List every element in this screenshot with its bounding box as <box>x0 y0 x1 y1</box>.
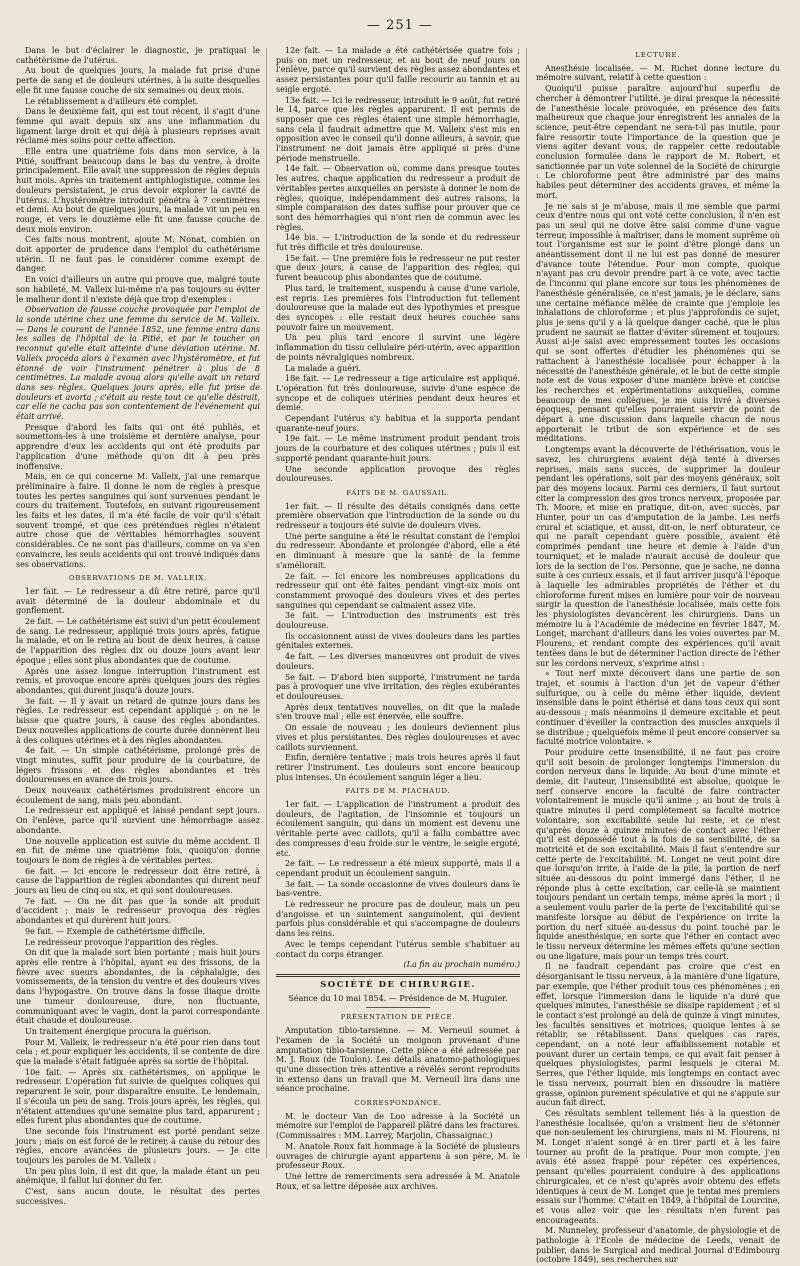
paragraph: M. Nunneley, professeur d'anatomie, de physiologie et de pathologie à l'École de médecine de Leeds, venait de publier, dans le Surgical and medical Journal d'Edimbourg (octobre 1849), ses recherches sur <box>536 1226 780 1265</box>
column-2 <box>276 46 520 1192</box>
paragraph: Une nouvelle application est suivie du même accident. Il en fut de même une quatrième fois, quoiqu'on donne toujours le nom de règles à de véritables pertes. <box>16 836 260 865</box>
paragraph: En voici d'ailleurs un autre qui prouve que, malgré toute son habileté, M. Valleix lui-même n'a pas toujours su éviter le malheur dont il n'existe déjà que trop d'exemples : <box>16 275 260 304</box>
paragraph: Le redresseur provoque l'apparition des règles. <box>25 937 219 947</box>
paragraph: Avec le temps cependant l'utérus semble s'habituer au contact du corps étranger. <box>276 939 520 959</box>
paragraph: Quoiqu'il puisse paraître aujourd'hui superflu de chercher à démontrer l'utilité, je dirai presque la nécessité de l'anesthésie locale provoquée, en présence des faits malheureux que chaque jour enregistrent les annales de la science, peut-être cependant ne sera-t-il pas inutile, pour faire ressortir toute l'importance de la question que je viens agiter devant vous, de rappeler cette redoutable conclusion formulée dans le rapport de M. Robert, et sanctionnée par un vote solennel de la Société de chirurgie : Le chloroforme peut être administré par des mains habiles peut déterminer des accidents graves, et même la mort. <box>536 84 780 200</box>
paragraph: 9e fait. — Exemple de cathétérisme difficile. <box>25 926 205 936</box>
paragraph: Le redresseur est appliqué et laissé pendant sept jours. On l'enlève, parce qu'il survient une hémorrhagie assez abondante. <box>16 806 260 835</box>
paragraph: Plus tard, le traitement, suspendu à cause d'une variole, est repris. Les premières fois l'introduction fut tellement douloureuse que la malade eut des lypothymies et presque des syncopes : elle restait deux heures couchée sans pouvoir faire un mouvement. <box>276 283 520 332</box>
paragraph: Ces résultats semblent tellement liés à la question de l'anesthésie localisée, qu'on a vraiment lieu de s'étonner que non-seulement les chirurgiens, mais ni M. Flourens, ni M. Longet n'aient songé à en tirer parti et à les faire tourner au profit de la pratique. Pour mon compte, j'en avais été assez frappé pour répéter ces expériences, pensant qu'elles pourraient conduire à des applications chirurgicales, et ce n'est qu'après avoir obtenu des effets identiques à ceux de M. Longet que je tentai mes premiers essais sur l'homme. C'était en 1849, à l'hôpital de Lourcine, et vous allez voir que les résultats n'en furent pas encourageants. <box>536 1108 780 1225</box>
paragraph: Mais, en ce qui concerne M. Valleix, j'ai une remarque préliminaire à faire. Il donne le nom de règles à presque toutes les pertes sanguines qui sont survenues pendant le cours du traitement. Toutefois, en suivant rigoureusement les faits et les dates, il m'a été facile de voir qu'il s'était souvent trompé, et que ces prétendues règles n'étaient autre chose que de véritables hémorrhagies souvent considérables. Ce ne sont pas d'ailleurs, comme on va s'en convaincre, les seuls accidents qui ont trouvé indiqués dans ses observations. <box>16 472 260 569</box>
paragraph: Dans le but d'éclairer le diagnostic, je pratiquai le cathétérisme de l'utérus. <box>16 46 260 65</box>
paragraph: Cependant l'utérus s'y habitua et la supporta pendant quarante-neuf jours. <box>276 414 520 433</box>
paragraph: Une perte sanguine a été le résultat constant de l'emploi du redresseur. Abondante et prolongée d'abord, elle a été en diminuant à mesure que la santé de la femme s'améliorait. <box>276 531 520 570</box>
paragraph: On essaie de nouveau ; les douleurs deviennent plus vives et plus persistantes. Des règles douloureuses et avec caillots surviennent. <box>276 723 520 752</box>
paragraph: 4e fait. — Un simple cathétérisme, prolongé près de vingt minutes, suffit pour produire de la courbature, de légers frissons et des règles abondantes et très douloureuses en avance de trois jours. <box>16 746 260 785</box>
section-heading: LECTURE. <box>635 51 681 59</box>
paragraph: Le redresseur ne procure pas de douleur, mais un peu d'angoisse et un suintement sanguinolent, qui devient parfois plus considérable et qui s'accompagne de douleurs dans les reins. <box>276 900 520 939</box>
paragraph: On dit que la malade sort bien portante ; mais huit jours après elle rentre à l'hôpital, ayant eu des frissons, de la fièvre avec sueurs abondantes, de la céphalalgie, des vomissements, de la tension du ventre et des douleurs vives dans l'hypogastre. On trouve dans la fosse iliaque droite une tumeur douloureuse, dure, non fluctuante, communiquant avec le vagin, dont la paroi correspondante était chaude et douloureuse. <box>16 948 260 1026</box>
paragraph: Pour produire cette insensibilité, il ne faut pas croire qu'il soit besoin de prolonger longtemps l'immersion du cordon nerveux dans le liquide. Au bout d'une minute et demie, dit l'auteur, l'insensibilité est absolue, quoique le nerf conserve encore la faculté de faire contracter volontairement le muscle qu'il anime ; au bout de trois à quatre minutes il perd complètement sa faculté motrice volontaire, son excitabilité seule lui reste, et ce n'est qu'après douze à quinze minutes de contact avec l'éther qu'il est dépossédé tout à la fois de sa sensibilité, de sa motricité et de son excitabilité. Mais il faut s'entendre sur cette perte de l'excitabilité. M. Longet ne veut point dire que lorsqu'on irrite, à l'aide de la pile, la portion de nerf située au-dessous du point immergé dans l'éther, il ne réponde plus à cette excitation, car celle-là se maintient toujours pendant un certain temps, même après la mort ; il a seulement voulu parler de la perte de l'excitabilité qui se manifeste lorsque au début de l'expérience on irrite la portion du nerf située au-dessus du point touché par le liquide anesthésique, en sorte que l'éther en contact avec le tissu nerveux détermine les mêmes effets qu'une section ou une ligature, mais pour un temps très court. <box>536 747 780 961</box>
paragraph: Pour M. Valleix, le redresseur n'a été pour rien dans tout cela ; et pour expliquer les accidents, il se contente de dire que la malade s'était fatiguée après sa sortie de l'hôpital. <box>16 1037 260 1067</box>
paragraph: 1er fait. — Le redresseur a dû être retiré, parce qu'il avait déterminé de la douleur abdominale et du gonflement. <box>16 586 260 616</box>
paragraph: Ces faits nous montrent, ajoute M. Nonat, combien on doit apporter de prudence dans l'emploi du cathétérisme utérin. Il ne faut pas le considérer comme exempt de danger. <box>16 235 260 274</box>
paragraph: Après une assez longue interruption l'instrument est remis, et provoque encore après quelques jours des règles abondantes, qui durent jusqu'à douze jours. <box>16 666 260 695</box>
paragraph: Un traitement énergique procura la guérison. <box>25 1026 212 1036</box>
paragraph: 14e bis. — L'introduction de la sonde et du redresseur fut très difficile et très douloureuse. <box>276 233 520 253</box>
paragraph: Une seconde fois l'instrument est porté pendant seize jours ; mais on est forcé de le retirer, à cause du retour des règles, encore avancées de plusieurs jours. — Je cite toujours les paroles de M. Valleix : <box>16 1126 260 1166</box>
column-divider <box>526 48 527 1158</box>
paragraph: Un peu plus loin, il est dit que, la malade étant un peu anémique, il fallut lui donner du fer. <box>16 1166 260 1186</box>
paragraph: Deux nouveaux cathétérismes produisirent encore un écoulement de sang, mais peu abondant. <box>16 786 260 805</box>
section-heading: FAITS DE M. GAUSSAIL. <box>346 488 450 497</box>
paragraph: 3e fait. — L'introduction des instruments est très douloureuse. <box>276 611 520 631</box>
paragraph: Une lettre de remerciments sera adressée à M. Anatole Roux, et sa lettre déposée aux archives. <box>276 1171 520 1191</box>
paragraph: Elle entra une quatrième fois dans mon service, à la Pitié, souffrant beaucoup dans le bas du ventre, à droite principalement. Elle avait une suppression de règles depuis huit mois. Après un traitement antiphlogistique, comme les douleurs persistaient, je crus devoir explorer la cavité de l'utérus. L'hystéromètre introduit pénétra à 7 centimètres et demi. Au bout de quelques jours, la malade vit un peu en rouge, et vers le douzième elle fit une fausse couche de deux mois environ. <box>16 147 260 234</box>
paragraph: Observation de fausse couche provoquée par l'emploi de la sonde utérine chez une femme du service de M. Valleix. — Dans le courant de l'année 1852, une femme entra dans les salles de l'hôpital de la Pitié, et par le toucher on reconnut qu'elle était atteinte d'une déviation utérine. M. Valleix procéda alors à l'examen avec l'hystéromètre, et fut étonné de voir l'instrument pénétrer à plus de 8 centimètres. La malade avoua alors qu'elle avait un retard dans ses règles. Quelques jours après, elle fut prise de douleurs et avorta ; c'était au reste tout ce qu'elle désirait, car elle ne cacha pas son contentement de l'événement qui était arrivé. <box>16 305 260 422</box>
paragraph: 2e fait. — Le redresseur a été mieux supporté, mais il a cependant produit un écoulement sanguin. <box>276 859 520 878</box>
column-divider <box>266 48 267 1158</box>
paragraph: 12e fait. — La malade a été cathétérisée quatre fois ; puis on met un redresseur, et au bout de neuf jours on l'enlève, parce qu'il survient des règles assez abondantes et assez persistantes pour qu'il faille recourir au tannin et au seigle ergoté. <box>276 46 520 94</box>
continuation-note: (La fin au prochain numéro.) <box>403 960 520 970</box>
paragraph: 19e fait. — Le même instrument produit pendant trois jours de la courbature et des coliques utérines ; puis il est supporté pendant quarante-huit jours. <box>276 434 520 463</box>
society-heading: SOCIÉTÉ DE CHIRURGIE. <box>320 979 476 990</box>
paragraph: Dans le deuxième fait, qui est tout récent, il s'agit d'une femme qui avait depuis six ans une inflammation du ligament large droit et qui déjà à plusieurs reprises avait réclamé mes soins pour cette affection. <box>16 107 260 146</box>
paragraph: La malade a guéri. <box>285 363 361 373</box>
column-3 <box>536 46 780 1266</box>
paragraph: M. Anatole Roux fait hommage à la Société de plusieurs ouvrages de chirurgie ayant appartenu à son père, M. le professeur Roux. <box>276 1141 520 1171</box>
section-heading: OBSERVATIONS DE M. VALLEIX. <box>68 574 208 583</box>
paragraph: Une seconde application provoque des règles douloureuses. <box>276 464 520 484</box>
paragraph: 4e fait. — Les diverses manœuvres ont produit de vives douleurs. <box>276 652 520 671</box>
paragraph: 5e fait. — D'abord bien supporté, l'instrument ne tarda pas à provoquer une vive irritation, des règles exubérantes et douloureuses. <box>276 672 520 701</box>
paragraph: Ils occasionnent aussi de vives douleurs dans les parties génitales externes. <box>276 631 520 651</box>
column-1 <box>16 46 260 1208</box>
paragraph: Amputation tibio-tarsienne. — M. Verneuil soumet à l'examen de la Société un moignon provenant d'une amputation tibio-tarsienne. Cette pièce a été adressée par M. J. Roux (de Toulon). Les détails anatomo-pathologiques qu'une dissection très attentive a révélés seront reproduits in extenso dans un travail que M. Verneuil lira dans une séance prochaine. <box>276 1026 520 1094</box>
section-heading: PRÉSENTATION DE PIÈCE. <box>340 1013 456 1022</box>
paragraph: 15e fait. — Une première fois le redresseur ne put rester que deux jours, à cause de l'apparition des règles, qui furent beaucoup plus abondantes que de coutume. <box>276 253 520 283</box>
paragraph: Au bout de quelques jours, la malade fut prise d'une perte de sang et de douleurs utérines, à la suite desquelles elle fit une fausse couche de six semaines ou deux mois. <box>16 66 260 95</box>
paragraph: Longtemps avant la découverte de l'éthérisation, vous le savez, les chirurgiens avaient déjà tenté à diverses reprises, mais sans succès, de supprimer la douleur pendant les opérations, soit par des moyens généraux, soit par des moyens locaux. Parmi ces derniers, il faut surtout citer la compression des gros troncs nerveux, proposée par Th. Moore, et mise en pratique, dit-on, avec succès, par Hunter, pour un cas d'amputation de la jambe. Les nerfs crural et sciatique, et aussi, dit-on, le nerf obturateur, ce qui ne paraît cependant guère possible, avaient été comprimés pendant une heure et demie à l'aide d'un tourniquet, et le malade n'aurait accusé de douleur que lors de la section de l'os. Personne, que je sache, ne donna suite à ces curieux essais, et il faut arriver jusqu'à l'époque à laquelle les admirables propriétés de l'éther et du chloroforme furent mises en lumière pour voir de nouveau surgir la question de l'anesthésie localisée, mais cette fois les physiologistes devancèrent les chirurgiens. Dans un mémoire lu à l'Académie de médecine en février 1847, M. Longet, marchant d'ailleurs dans les voies ouvertes par M. Flourens, et rendant compte des expériences qu'il avait tentées dans le but de déterminer l'action directe de l'éther sur les cordons nerveux, s'exprime ainsi : <box>536 445 780 668</box>
paragraph: Enfin, dernière tentative ; mais trois heures après il faut retirer l'instrument. Les douleurs sont encore beaucoup plus intenses. Un écoulement sanguin léger a lieu. <box>276 753 520 782</box>
paragraph: Anesthésie localisée. — M. Richet donne lecture du mémoire suivant, relatif à cette question : <box>536 63 780 83</box>
paragraph: M. le docteur Van de Loo adresse à la Société un mémoire sur l'emploi de l'appareil plâtré dans les fractures. (Commissaires : MM. Larrey, Marjolin, Chassaignac.) <box>276 1111 520 1141</box>
paragraph: 13e fait. — Ici le redresseur, introduit le 9 août, fut retiré le 14, parce que les règles apparurent. Il est permis de supposer que ces règles étaient une simple hémorrhagie, sans cela il faudrait admettre que M. Valleix s'est mis en opposition avec le conseil qu'il donne ailleurs, à savoir, que l'instrument ne doit jamais être appliqué si près d'une période menstruelle. <box>276 95 520 163</box>
seance-line: Séance du 10 mai 1854. — Présidence de M. Huguier. <box>288 993 508 1003</box>
paragraph: Un peu plus tard encore il survint une légère inflammation du tissu cellulaire péri-utérin, avec apparition de points névralgiques nombreux. <box>276 333 520 362</box>
paragraph: 18e fait. — Le redresseur a tige articulaire est appliqué. L'opération fut très douloureuse, suivie d'une espèce de syncope et de coliques utérines pendant deux heures et demie. <box>276 374 520 413</box>
paragraph: 3e fait. — La sonde occasionne de vives douleurs dans le bas-ventre. <box>276 879 520 899</box>
paragraph: 14e fait. — Observation où, comme dans presque toutes les autres, chaque application du redresseur a produit de véritables pertes auxquelles on persiste à donner le nom de règles, quoique, indépendamment des autres raisons, la simple comparaison des dates suffise pour prouver que ce sont des hémorrhagies qui n'ont rien de commun avec les règles. <box>276 164 520 232</box>
paragraph: 6e fait. — Ici encore le redresseur doit être retiré, à cause de l'apparition de règles abondantes qui durent neuf jours au lieu de cinq ou six, et qui sont douloureuses. <box>16 866 260 896</box>
paragraph: Après deux tentatives nouvelles, on dit que la malade s'en trouve mal ; elle est énervée, elle souffre. <box>276 702 520 722</box>
paragraph: 2e fait. — Le cathétérisme est suivi d'un petit écoulement de sang. Le redresseur, appliqué trois jours après, fatigue la malade, et on le retira au bout de deux heures, à cause de l'apparition des règles dix ou douze jours avant leur époque ; elles sont plus abondantes que de coutume. <box>16 617 260 665</box>
paragraph: 2e fait. — Ici encore les nombreuses applications du redresseur qui ont été faites pendant vingt-six mois ont constamment provoqué des douleurs vives et des pertes sanguines qui cependant se calmaient assez vite. <box>276 571 520 610</box>
page-number: — 251 — <box>366 18 434 33</box>
paragraph: Presque d'abord les faits qui ont été publiés, et soumettons-les à une troisième et dernière analyse, pour apprendre d'eux les accidents qui ont été produits par l'application d'une méthode qu'on dit à peu près inoffensive. <box>16 422 260 471</box>
section-heading: CORRESPONDANCE. <box>354 1099 442 1108</box>
paragraph: « Tout nerf mixte découvert dans une partie de son trajet, et soumis à l'action d'un jet de vapeur d'éther sulfurique, ou à celle du même éther liquide, devient insensible dans le point éthérisé et dans tous ceux qui sont au-dessous ; mais néanmoins il demeure excitable et peut continuer d'éveiller la contraction des muscles auxquels il se distribue ; quelquefois même il peut encore conserver sa faculté motrice volontaire. » <box>536 669 780 747</box>
section-rule <box>276 974 520 977</box>
section-heading: FAITS DE M. PIACHAUD. <box>345 787 451 796</box>
paragraph: 7e fait. — On ne dit pas que la sonde ait produit d'accident ; mais le redresseur provoqua des règles abondantes et qui durèrent huit jours. <box>16 896 260 926</box>
paragraph: Je ne sais si je m'abuse, mais il me semble que parmi ceux d'entre nous qui ont voté cette conclusion, il n'en est pas un seul qui ne doive être saisi comme d'une vague terreur, impossible à maîtriser, dans le moment suprême où tout l'organisme est sur le point d'être plongé dans un anéantissement dont il ne lui est pas donné de mesurer d'avance toute l'étendue. Pour mon compte, quoique n'ayant pas cru devoir prendre part à ce vote, avec tactie de l'inconnu qui plane encore sur tous les phénomènes de l'anesthésie généralisée, ce n'est jamais, je le déclare, sans une certaine méfiance mêlée de crainte que j'emploie les inhalations de chloroforme ; et plus j'approfondis ce sujet, plus je sens qu'il y a là quelque danger caché, que le plus prudent ne saurait se flatter d'éviter sûrement et toujours. Aussi ai-je saisi avec empressement toutes les occasions qui se sont offertes d'étudier les phénomènes qui se rattachent à l'anesthésie localisée pour échapper à la nécessité de l'anesthésie générale, et le but de cette simple note est de vous exposer d'une manière brève et concise les recherches et expérimentations auxquelles, comme beaucoup de mes collègues, je me suis livré à diverses époques, pensant qu'elles pourraient servir de point de départ à une discussion dans laquelle chacun de nous apporterait le tribut de son expérience et de ses méditations. <box>536 201 780 444</box>
divider <box>366 1007 430 1008</box>
paragraph: 1er fait. — Il résulte des détails consignés dans cette première observation que l'introduction de la sonde ou du redresseur a toujours été suivie de douleurs vives. <box>276 501 520 531</box>
paragraph: Il ne faudrait cependant pas croire que c'est en désorganisant le tissu nerveux, à la manière d'une ligature, par exemple, que l'éther produit tous ces phénomènes ; en effet, lorsque l'immersion dans le liquide n'a duré que quelques minutes, l'anesthésie se dissipe rapidement ; et si le contact s'est prolongé au delà de quinze à vingt minutes, les facultés sensitives et motrices, quoique lentes à se rétablir, se rétablissent. Dans quelques cas rares, cependant, on a noté leur affaiblissement notable et pouvant durer un certain temps, ce qui avait fait penser à quelques physiologistes, parmi lesquels je citerai M. Serres, que l'éther liquide, mis longtemps en contact avec le tissu nerveux, pourrait bien en dissoudre la matière grasse, opinion purement spéculative et qui ne s'appuie sur aucun fait direct. <box>536 962 780 1108</box>
paragraph: Le rétablissement a d'ailleurs été complet. <box>25 96 199 106</box>
paragraph: 3e fait. — Il y avait un retard de quinze jours dans les règles. Le redresseur est cependant appliqué ; on ne le laisse que quatre jours, à cause des règles abondantes. Deux nouvelles applications de courte durée donnèrent lieu à des coliques utérines et à des règles abondantes. <box>16 696 260 745</box>
paragraph: 10e fait. — Après six cathétérismes, on applique le redresseur. L'opération fut suivie de quelques coliques qui reparurent le soir, pour disparaître ensuite. Le lendemain, il s'écoula un peu de sang. Trois jours après, les règles, qui n'étaient attendues qu'une semaine plus tard, apparurent ; elles furent plus abondantes que de coutume. <box>16 1067 260 1126</box>
paragraph: 1er fait. — L'application de l'instrument a produit des douleurs, de l'agitation, de l'insomnie et toujours un écoulement sanguin, qui dans un moment est devenu une véritable perte avec caillots, qu'il a fallu combattre avec des compresses d'eau froide sur le ventre, le seigle ergoté, etc. <box>276 800 520 858</box>
paragraph: C'est, sans aucun doute, le résultat des pertes successives. <box>16 1187 260 1206</box>
